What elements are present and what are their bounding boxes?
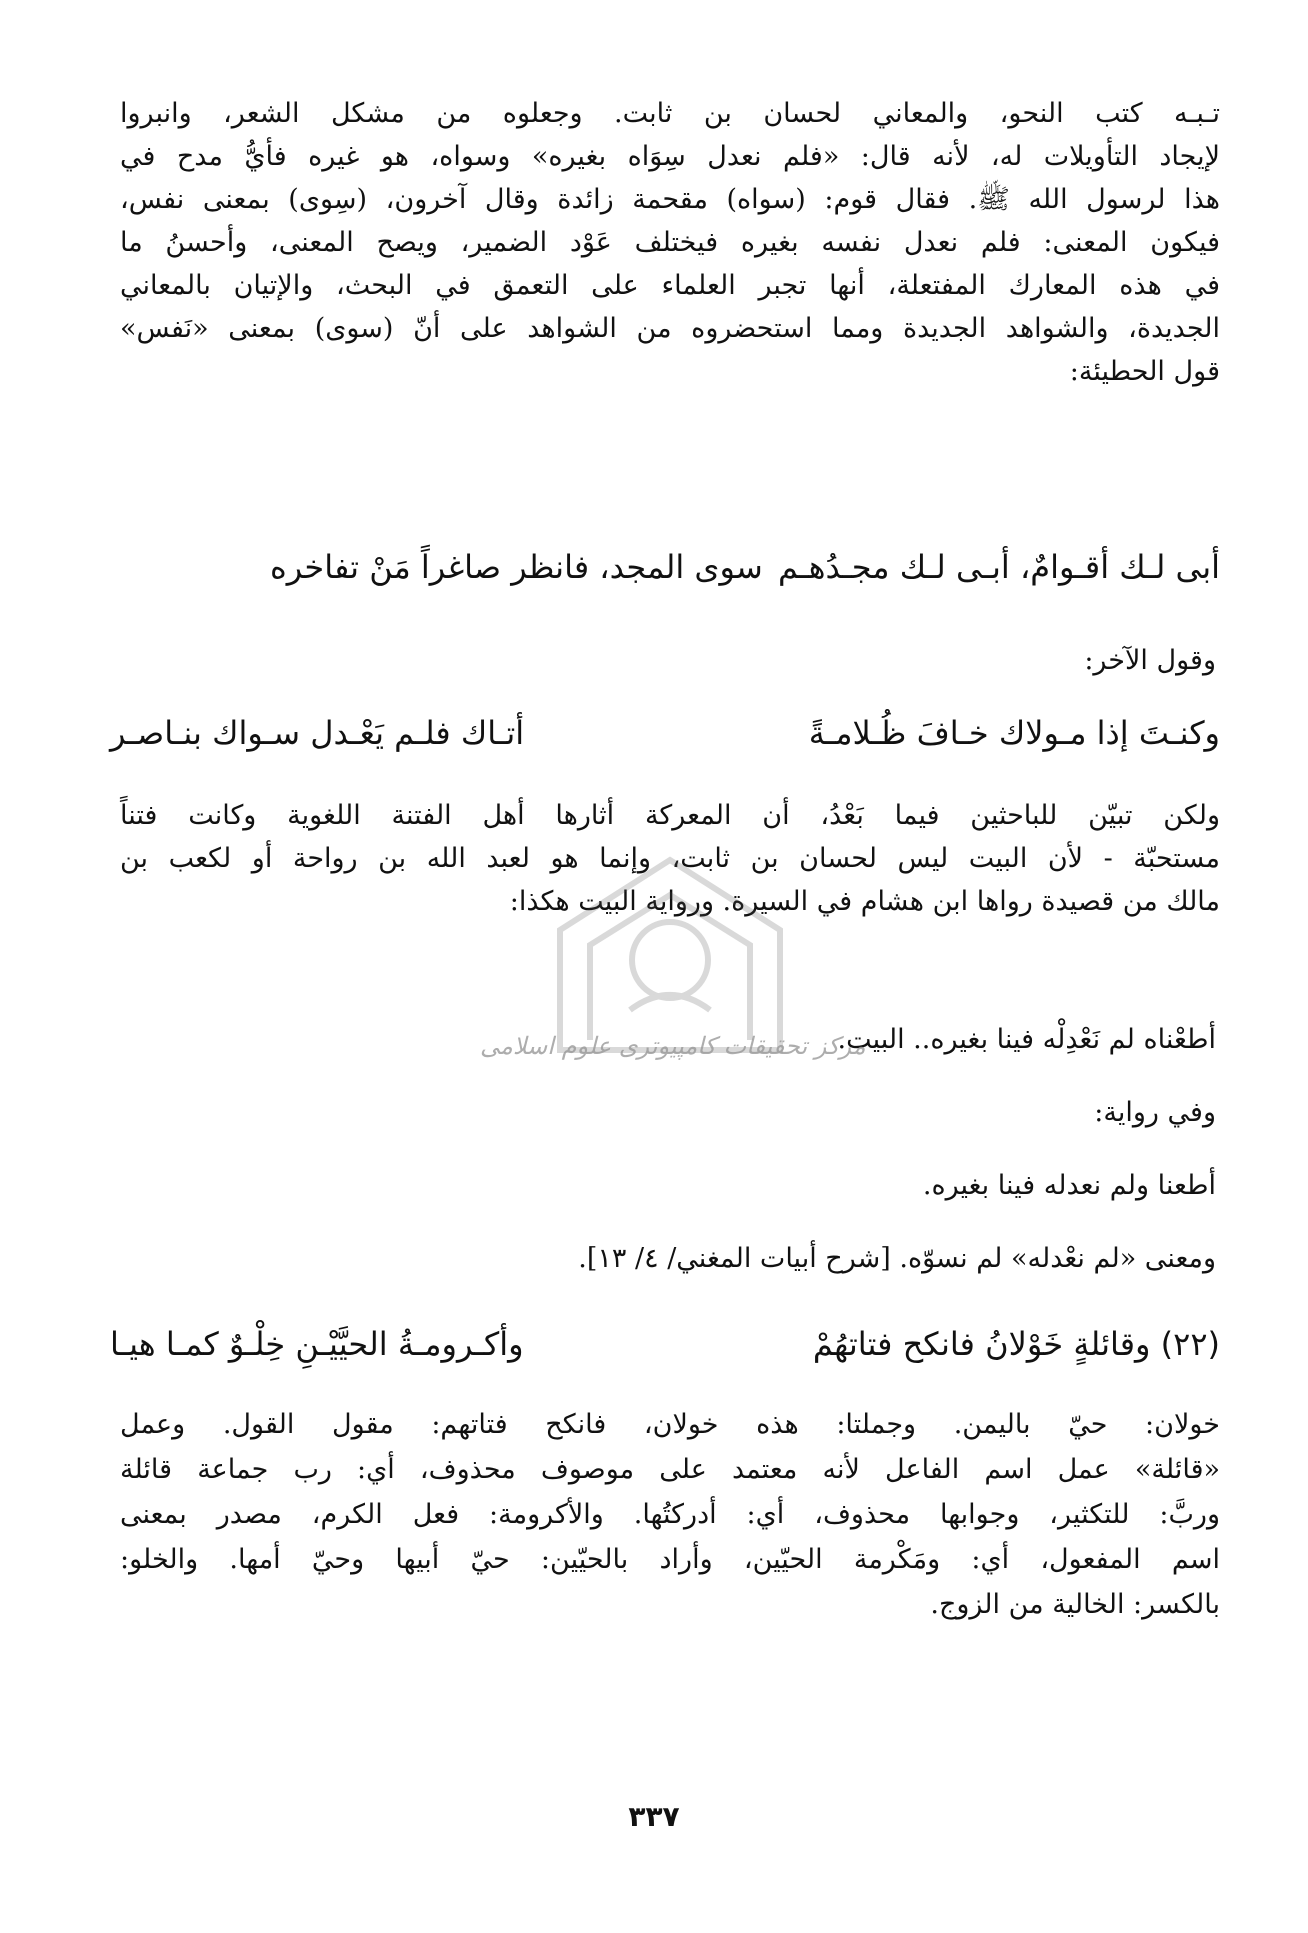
verse-3-second-hemistich: وأكـرومـةُ الحيَّيْـنِ خِلْـوٌ كمـا هيـا (110, 1325, 524, 1363)
verse-1-first-hemistich: أبى لـك أقـوامٌ، أبـى لـك مجـدُهـم (778, 548, 1220, 586)
intro-variant: وفي رواية: (1094, 1097, 1216, 1128)
text-line: قول الحطيئة: (1069, 356, 1220, 387)
verse-1-second-hemistich: سوى المجد، فانظر صاغراً مَنْ تفاخره (270, 548, 763, 586)
text-line: فيكون المعنى: فلم نعدل نفسه بغيره فيختلف عَوْد الضمير، ويصح المعنى، وأحسنُ ما (120, 227, 1220, 258)
text-line: ولكن تبيّن للباحثين فيما بَعْدُ، أن المعركة أثارها أهل الفتنة اللغوية وكانت فتناً (120, 800, 1220, 831)
text-line: هذا لرسول الله ﷺ. فقال قوم: (سواه) مقحمة زائدة وقال آخرون، (سِوى) بمعنى نفس، (120, 184, 1220, 215)
paragraph-3 (120, 1402, 1220, 1627)
text-line: «قائلة» عمل اسم الفاعل لأنه معتمد على موصوف محذوف، أي: رب جماعة قائلة (120, 1454, 1220, 1485)
text-line: وربَّ: للتكثير، وجوابها محذوف، أي: أدركتُها. والأكرومة: فعل الكرم، مصدر بمعنى (120, 1499, 1220, 1530)
verse-2-first-hemistich: وكنـتَ إذا مـولاك خـافَ ظُـلامـةً (808, 714, 1220, 752)
verse-1 (110, 548, 1220, 598)
verse-3-first-part (813, 1325, 1220, 1363)
text-line: تـبـه كتب النحو، والمعاني لحسان بن ثابت. وجعلوه من مشكل الشعر، وانبروا (120, 98, 1220, 129)
verse-3-number: (٢٢) (1160, 1325, 1220, 1363)
text-line: مستحبّة - لأن البيت ليس لحسان بن ثابت، وإنما هو لعبد الله بن رواحة أو لكعب بن (120, 843, 1220, 874)
meaning-note: ومعنى «لم نعْدله» لم نسوّه. [شرح أبيات المغني/ ٤/ ١٣]. (578, 1243, 1216, 1274)
text-line: لإيجاد التأويلات له، لأنه قال: «فلم نعدل سِوَاه بغيره» وسواه، هو غيره فأيُّ مدح في (120, 141, 1220, 172)
verse-2-second-hemistich: أتـاك فلـم يَعْـدل سـواك بنـاصـر (110, 714, 525, 752)
text-line: اسم المفعول، أي: ومَكْرمة الحيّين، وأراد بالحيّين: حيّ أبيها وحيّ أمها. والخلو: (120, 1544, 1220, 1575)
verse-2 (110, 714, 1220, 764)
text-line: الجديدة، والشواهد الجديدة ومما استحضروه من الشواهد على أنّ (سوى) بمعنى «نَفس» (120, 313, 1220, 344)
watermark-text: مرکز تحقیقات کامپیوتری علوم اسلامی (480, 1032, 866, 1060)
page-number: ٣٣٧ (628, 1800, 680, 1833)
quote-first-variant: أطعْناه لم نَعْدِلْه فينا بغيره.. البيت. (837, 1024, 1216, 1055)
paragraph-1 (120, 92, 1220, 393)
text-line: خولان: حيّ باليمن. وجملتا: هذه خولان، فانكح فتاتهم: مقول القول. وعمل (120, 1409, 1220, 1440)
text-line: بالكسر: الخالية من الزوج. (930, 1589, 1220, 1620)
verse-3-first-hemistich: وقائلةٍ خَوْلانُ فانكح فتاتهُمْ (812, 1325, 1151, 1363)
verse-3 (110, 1325, 1220, 1375)
text-line: في هذه المعارك المفتعلة، أنها تجبر العلماء على التعمق في البحث، والإتيان بالمعاني (120, 270, 1220, 301)
intro-other-poet: وقول الآخر: (1084, 645, 1216, 676)
text-line: مالك من قصيدة رواها ابن هشام في السيرة. ورواية البيت هكذا: (509, 886, 1220, 917)
quote-second-variant: أطعنا ولم نعدله فينا بغيره. (922, 1170, 1216, 1201)
